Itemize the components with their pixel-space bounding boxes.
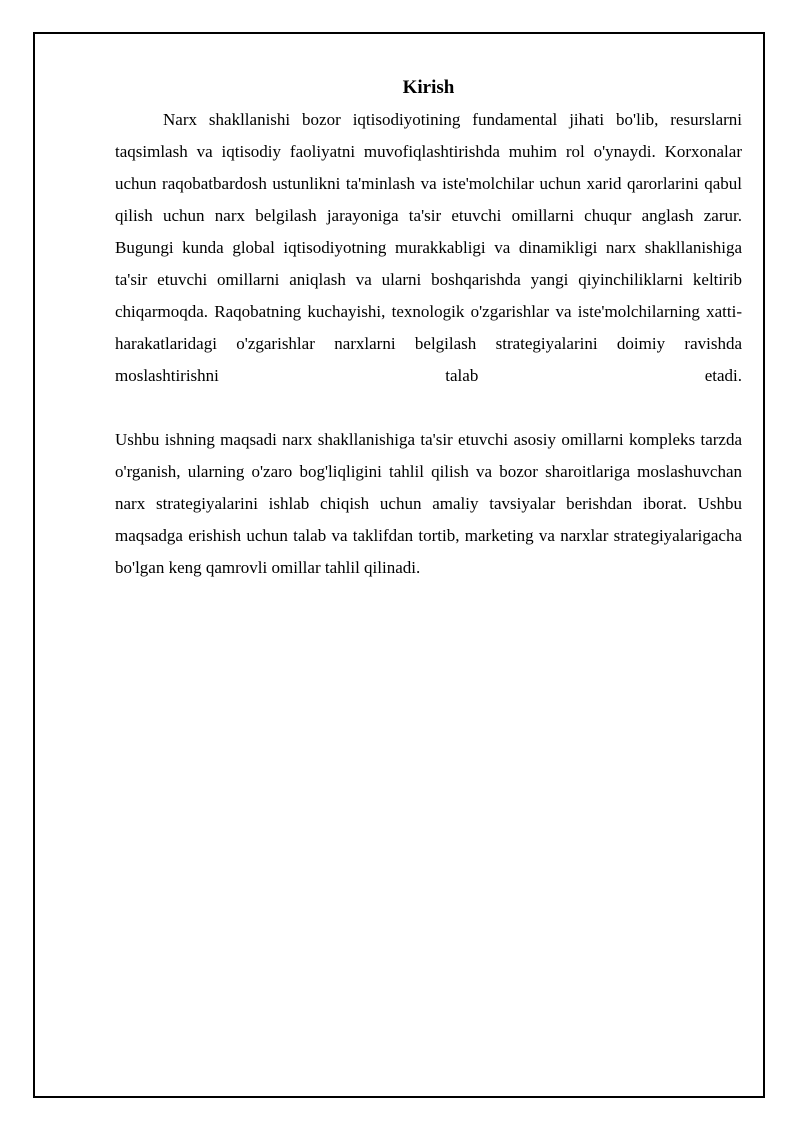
paragraph-introduction: Narx shakllanishi bozor iqtisodiyotining fundamental jihati bo'lib, resurslarni taqsimlash va iqtisodiy faoliyatni muvofiqlashtirishda muhim rol o'ynaydi. Korxonalar uchun raqobatbardosh ustunlikni ta'minlash va iste'molchilar uchun xarid qarorlarini qabul qilish uchun narx belgilash jarayoniga ta'sir etuvchi omillarni chuqur anglash zarur. Bugungi kunda global iqtisodiyotning murakkabligi va dinamikligi narx shakllanishiga ta'sir etuvchi omillarni aniqlash va ularni boshqarishda yangi qiyinchiliklarni keltirib chiqarmoqda. Raqobatning kuchayishi, texnologik o'zgarishlar va iste'molchilarning xatti-harakatlaridagi o'zgarishlar narxlarni belgilash strategiyalarini doimiy ravishda moslashtirishni talab etadi. [115,110,742,385]
section-title: Kirish [402,77,455,98]
document-body [115,72,742,584]
paragraph-spacer [115,392,742,424]
paragraph-aim: Ushbu ishning maqsadi narx shakllanishiga ta'sir etuvchi asosiy omillarni kompleks tarzda o'rganish, ularning o'zaro bog'liqligini tahlil qilish va bozor sharoitlariga moslashuvchan narx strategiyalarini ishlab chiqish uchun amaliy tavsiyalar berishdan iborat. Ushbu maqsadga erishish uchun talab va taklifdan tortib, marketing va narxlar strategiyalarigacha bo'lgan keng qamrovli omillar tahlil qilinadi. [115,430,742,577]
